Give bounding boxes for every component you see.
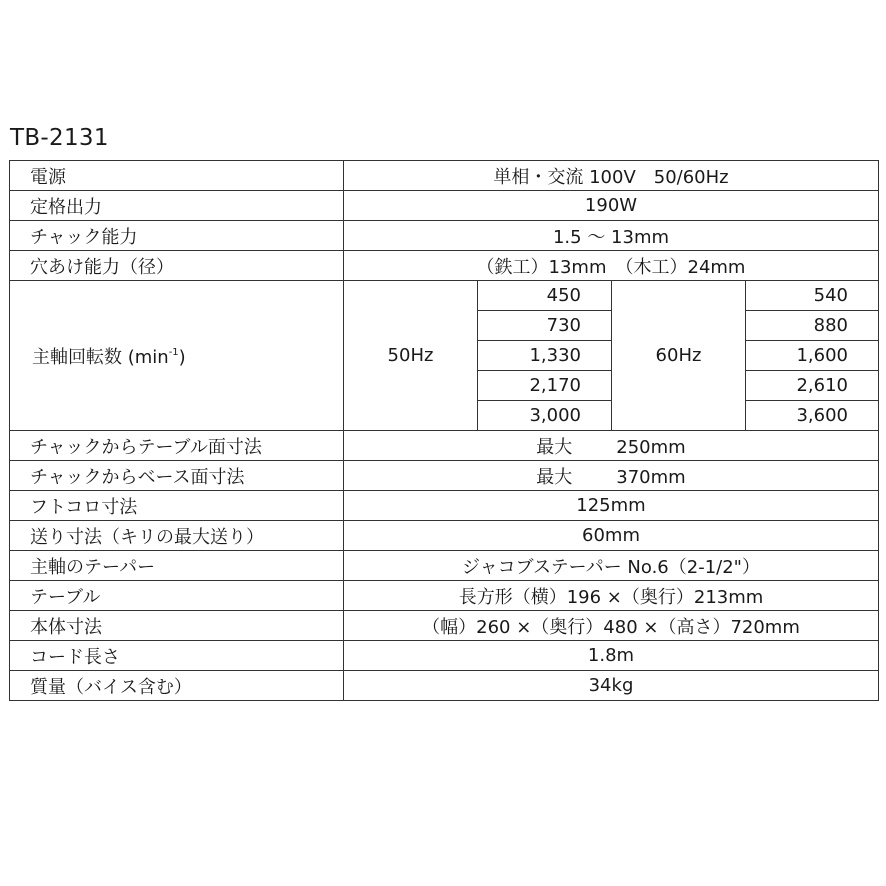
spec-row-chuck-to-base (10, 461, 879, 491)
speed-60hz: 1,600 (746, 341, 879, 371)
spindle-speed-label-text: 主軸回転数 (min (32, 346, 169, 368)
spec-value: 60mm (344, 521, 879, 551)
spec-label: チャックからテーブル面寸法 (10, 431, 344, 461)
spec-label: 質量（バイス含む） (10, 671, 344, 701)
spindle-speed-unit-exponent: -1 (168, 346, 179, 358)
spec-value: 長方形（横）196 ×（奥行）213mm (344, 581, 879, 611)
spec-value: （幅）260 ×（奥行）480 ×（高さ）720mm (344, 611, 879, 641)
spec-row-spindle-taper (10, 551, 879, 581)
hz50-label: 50Hz (344, 281, 478, 431)
spec-value: 単相・交流 100V 50/60Hz (344, 161, 879, 191)
spec-row-chuck-to-table (10, 431, 879, 461)
spec-value: 190W (344, 191, 879, 221)
spec-table (9, 160, 879, 701)
spec-label: フトコロ寸法 (10, 491, 344, 521)
spec-row-table (10, 581, 879, 611)
spec-row-throat-depth (10, 491, 879, 521)
spec-value: ジャコブステーパー No.6（2-1/2"） (344, 551, 879, 581)
spec-row-cord-length (10, 641, 879, 671)
spec-value-main: 250mm (616, 436, 686, 458)
spec-row-drilling-capacity (10, 251, 879, 281)
speed-60hz: 2,610 (746, 371, 879, 401)
spec-value: （鉄工）13mm （木工）24mm (344, 251, 879, 281)
speed-60hz: 3,600 (746, 401, 879, 431)
spec-value-prefix: 最大 (536, 436, 573, 458)
spec-label: チャック能力 (10, 221, 344, 251)
spec-value: 125mm (344, 491, 879, 521)
spec-label: 穴あけ能力（径） (10, 251, 344, 281)
spec-value: 34kg (344, 671, 879, 701)
speed-50hz: 450 (478, 281, 612, 311)
spindle-speed-label-close: ) (178, 346, 186, 368)
spec-row-spindle-speed (10, 281, 879, 311)
spec-row-weight (10, 671, 879, 701)
spec-label: 主軸のテーパー (10, 551, 344, 581)
spec-value: 1.5 〜 13mm (344, 221, 879, 251)
spec-label: 電源 (10, 161, 344, 191)
spec-row-body-dimensions (10, 611, 879, 641)
spindle-speed-label (10, 281, 344, 431)
spec-label: チャックからベース面寸法 (10, 461, 344, 491)
spec-row-rated-output (10, 191, 879, 221)
speed-60hz: 540 (746, 281, 879, 311)
spec-label: 定格出力 (10, 191, 344, 221)
spec-row-power (10, 161, 879, 191)
speed-50hz: 2,170 (478, 371, 612, 401)
hz60-label: 60Hz (612, 281, 746, 431)
speed-50hz: 730 (478, 311, 612, 341)
spec-value: 1.8m (344, 641, 879, 671)
spec-label: 送り寸法（キリの最大送り） (10, 521, 344, 551)
speed-50hz: 1,330 (478, 341, 612, 371)
spec-value (344, 431, 879, 461)
spec-row-feed-stroke (10, 521, 879, 551)
spec-value-main: 370mm (616, 466, 686, 488)
spec-label: 本体寸法 (10, 611, 344, 641)
spec-label: テーブル (10, 581, 344, 611)
model-title: TB-2131 (10, 125, 109, 151)
speed-50hz: 3,000 (478, 401, 612, 431)
spec-label: コード長さ (10, 641, 344, 671)
speed-60hz: 880 (746, 311, 879, 341)
spec-value (344, 461, 879, 491)
spec-value-prefix: 最大 (536, 466, 573, 488)
spec-row-chuck-capacity (10, 221, 879, 251)
